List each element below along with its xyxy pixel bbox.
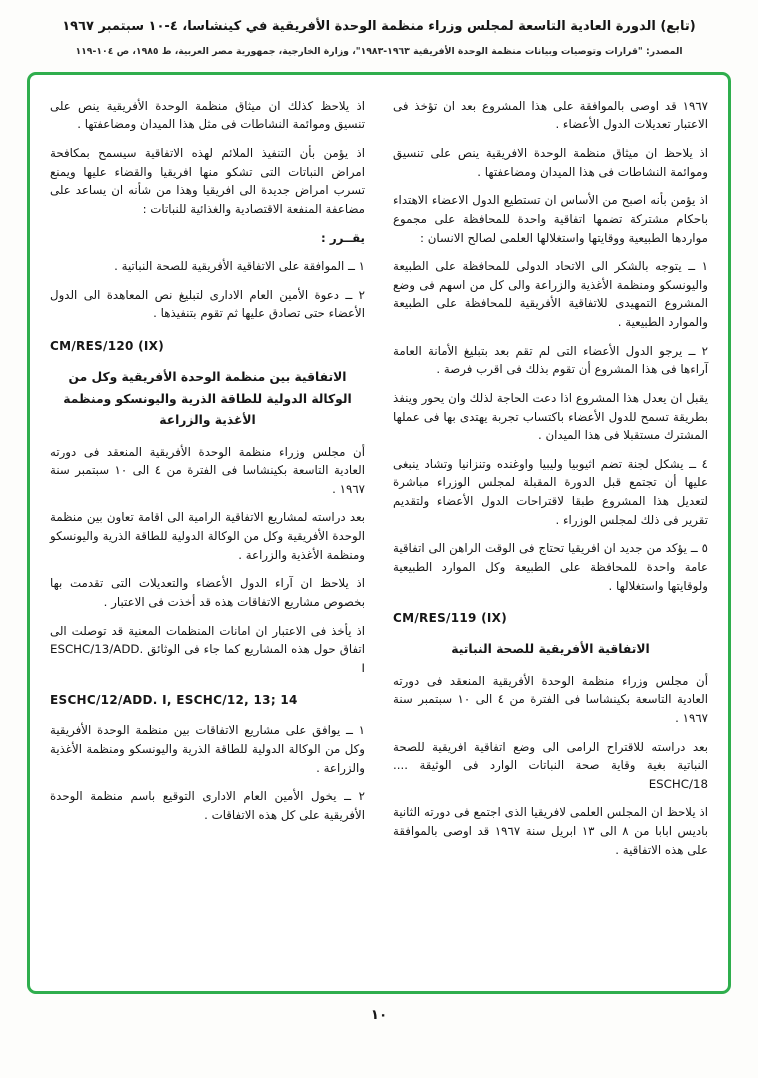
paragraph: اذ يلاحظ ان المجلس العلمى لافريقيا الذى اجتمع فى دورته الثانية باديس ابابا من ٨ الى ١٣ ابريل سنة ١٩٦٧ قد اوصى بالموافقة على هذه الاتفاقية . [393,805,708,857]
column-right [393,97,708,983]
paragraph: بعد دراسته لمشاريع الاتفاقية الرامية الى اقامة تعاون بين منظمة الوحدة الأفريقية وكل من الوكالة الدولية للطاقة الذرية واليونسكو ومنظمة الأغذية والزراعة . [50,510,365,562]
paragraph: أن مجلس وزراء منظمة الوحدة الأفريقية المنعقد فى دورته العادية التاسعة بكينشاسا فى الفترة من ٤ الى ١٠ سبتمبر سنة ١٩٦٧ . [393,673,708,725]
resolution-code: CM/RES/119 (IX) [393,611,508,626]
section-heading: الاتفاقية الأفريقية للصحة النباتية [451,642,650,657]
paragraph: اذ يلاحظ كذلك ان ميثاق منظمة الوحدة الأفريقية ينص على تنسيق وموائمة النشاطات فى مثل هذا الميدان ومضاعفتها . [50,98,365,132]
numbered-item: ٢ ــ يرجو الدول الأعضاء التى لم تقم بعد بتبليغ الأمانة العامة آراءها فى هذا المشروع أن تقوم بذلك فى اقرب فرصة . [393,343,708,377]
numbered-item: ٥ ــ يؤكد من جديد ان افريقيا تحتاج فى الوقت الراهن الى اتفاقية عامة واحدة للمحافظة على الطبيعة وكل الموارد الطبيعية ولوقايتها واستغلالها . [393,541,708,593]
section-heading: الاتفاقية بين منظمة الوحدة الأفريقية وكل من الوكالة الدولية للطاقة الذرية واليونسكو ومنظمة الأغذية والزراعة [63,370,352,428]
numbered-item: ١ ــ يوافق على مشاريع الاتفاقات بين منظمة الوحدة الأفريقية وكل من الوكالة الدولية للطاقة الذرية واليونسكو ومنظمة الأغذية والزراعة . [50,723,365,775]
decree-label: يقــرر : [321,230,365,245]
content-border-box [27,72,731,994]
resolution-code: CM/RES/120 (IX) [50,339,165,354]
numbered-item: ٤ ــ يشكل لجنة تضم اثيوبيا وليبيا واوغنده وتنزانيا وتشاد ينبغى عليها أن تجتمع قبل الدورة المقبلة لمجلس الوزراء مباشرة لتعديل هذا المشروع طبقا لاقتراحات الدول الأعضاء ولتقديم تقرير فى ذلك لمجلس الوزراء . [393,456,708,527]
paragraph: اذ يلاحظ ان آراء الدول الأعضاء والتعديلات التى تقدمت بها بخصوص مشاريع الاتفاقات هذه قد أخذت فى الاعتبار . [50,576,365,609]
page-title: (تابع) الدورة العادية التاسعة لمجلس وزراء منظمة الوحدة الأفريقية في كينشاسا، ٤-١٠ سبتمبر ١٩٦٧ [62,19,696,34]
document-reference-code: ESCHC/12/ADD. I, ESCHC/12, 13; 14 [50,693,298,708]
numbered-item: ١ ــ الموافقة على الاتفاقية الأفريقية للصحة النباتية . [114,259,365,274]
paragraph: اذ يؤمن بأن التنفيذ الملائم لهذه الاتفاقية سيسمح بمكافحة امراض النباتات التى تشكو منها افريقيا والقضاء عليها ويمنع تسرب امراض جديدة الى افريقيا وهذا من شأنه ان يساعد على مضاعفة المنفعة الاقتصادية والغذائية للنباتات : [50,146,365,216]
numbered-item: ٢ ــ يخول الأمين العام الادارى التوقيع باسم منظمة الوحدة الأفريقية على كل هذه الاتفاقات . [50,789,365,822]
paragraph: بعد دراسته للاقتراح الرامى الى وضع اتفاقية افريقية للصحة النباتية بغية وقاية صحة النباتات الوارد فى الوثيقة .... ESCHC/18 [393,739,708,791]
numbered-item: ١ ــ يتوجه بالشكر الى الاتحاد الدولى للمحافظة على الطبيعة واليونسكو ومنظمة الأغذية والزراعة والى كل من اسهم فى وضع المشروع التمهيدى للاتفاقية الأفريقية للمحافظة على الطبيعة والموارد الطبيعية . [393,259,708,330]
paragraph: أن مجلس وزراء منظمة الوحدة الأفريقية المنعقد فى دورته العادية التاسعة بكينشاسا فى الفترة من ٤ الى ١٠ سبتمبر سنة ١٩٦٧ . [50,444,365,496]
paragraph: ١٩٦٧ قد اوصى بالموافقة على هذا المشروع بعد ان تؤخذ فى الاعتبار تعديلات الدول الأعضاء . [393,98,708,132]
paragraph: اذ يؤمن بأنه اصبح من الأساس ان تستطيع الدول الاعضاء الاهتداء باحكام مشتركة تضمها اتفاقية واحدة للمحافظة على مجموع مواردها الطبيعية ووقايتها واستغلالها العلمى لصالح الانسان : [393,193,708,245]
column-left [50,97,365,983]
source-line: المصدر: "قرارات وتوصيات وبيانات منظمة الوحدة الأفريقية ١٩٦٣-١٩٨٣"، وزارة الخارجية، جمهورية مصر العربية، ط ١٩٨٥، ص ١٠٤-١١٩ [75,45,683,57]
paragraph: يقبل ان يعدل هذا المشروع اذا دعت الحاجة لذلك وان يحور وينفذ بطريقة تسمح للدول الأعضاء باكتساب تجربة يهتدى بها فى عملها المشترك مستقبلا فى هذا الميدان . [393,390,708,443]
page-number: ١٠ [370,1006,388,1023]
paragraph: اذ يلاحظ ان ميثاق منظمة الوحدة الافريقية ينص على تنسيق وموائمة النشاطات فى هذا الميدان ومضاعفتها . [393,146,708,179]
numbered-item: ٢ ــ دعوة الأمين العام الادارى لتبليغ نص المعاهدة الى الدول الأعضاء حتى تصادق عليها ثم تقوم بتنفيذها . [50,287,365,321]
paragraph: اذ يأخذ فى الاعتبار ان امانات المنظمات المعنية قد توصلت الى اتفاق حول هذه المشاريع كما جاء فى الوثائق ESCHC/13/ADD. I [50,623,365,675]
